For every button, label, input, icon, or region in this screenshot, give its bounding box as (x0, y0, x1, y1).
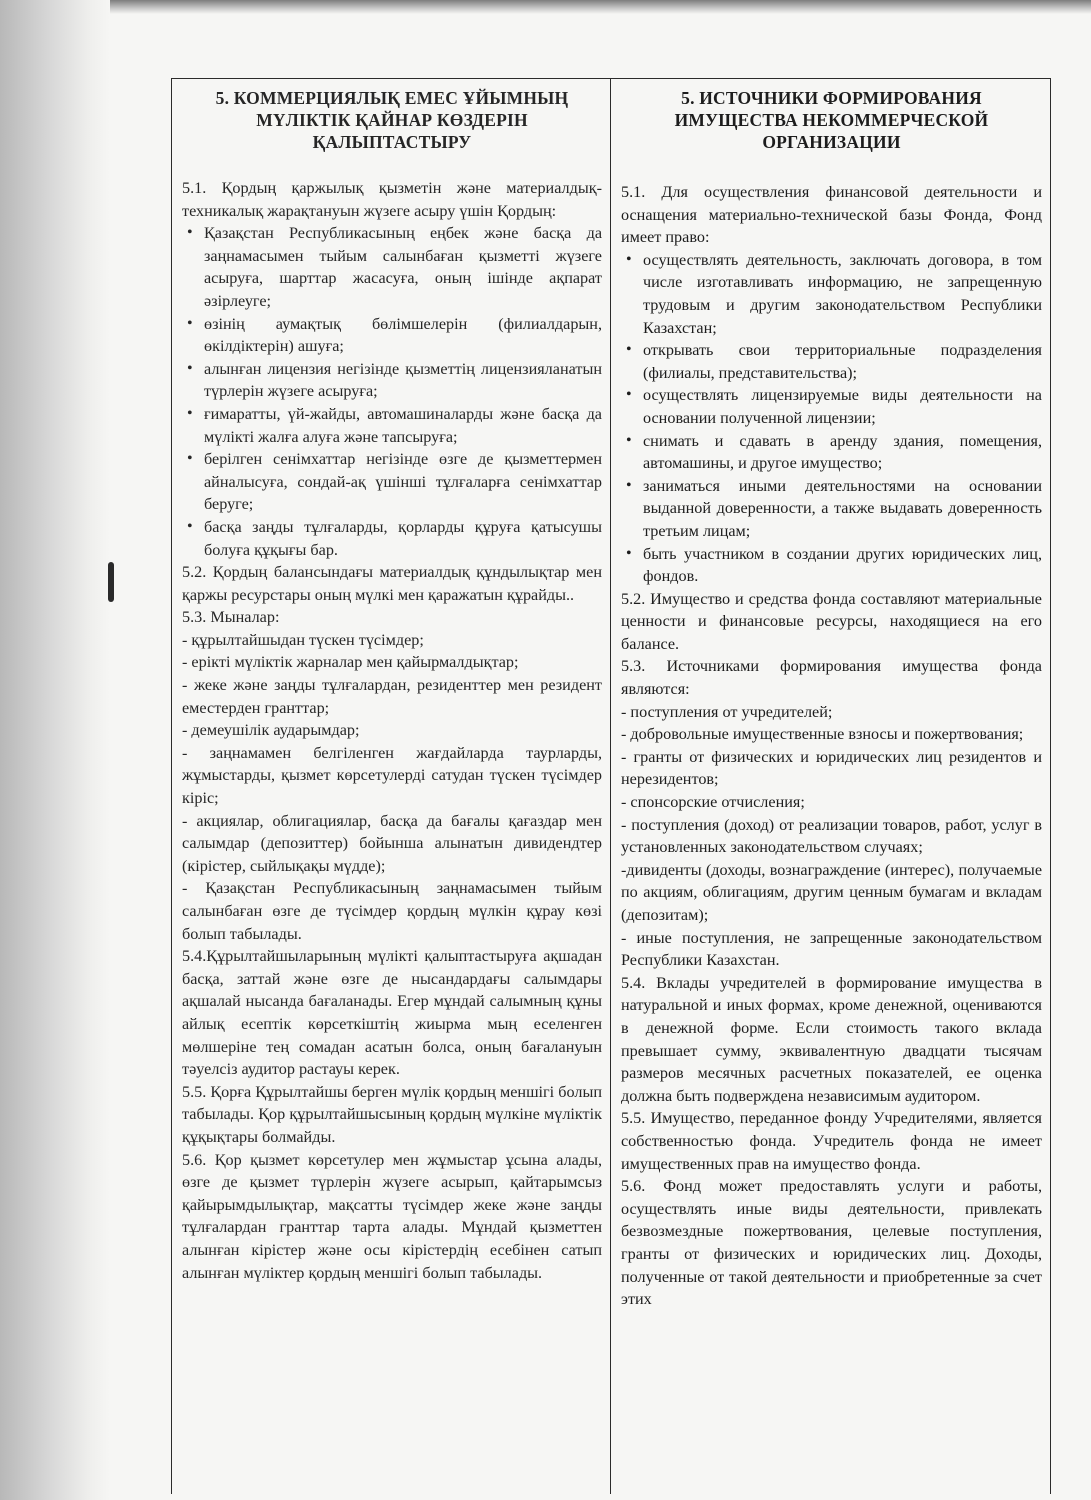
paragraph: 5.2. Имущество и средства фонда составляют материальные ценности и финансовые ресурсы, находящиеся на его балансе. (621, 589, 1042, 653)
list-item: • осуществлять лицензируемые виды деятельности на основании полученной лицензии; (643, 384, 1042, 429)
paragraph: - құрылтайшыдан түскен түсімдер; (182, 630, 424, 649)
russian-column (611, 79, 1050, 1494)
paragraph: - Қазақстан Республикасының заңнамасымен тыйым салынбаған өзге де түсімдер қордың мүлкін құрау көзі болып табылады. (182, 879, 602, 943)
list-item: • алынған лицензия негізінде қызметтің лицензияланатын түрлерін жүзеге асыруға; (204, 358, 602, 403)
paragraph: 5.6. Қор қызмет көрсетулер мен жұмыстар ұсына алады, өзге де қызмет түрлерін жүзеге асырып, қайтарымсыз қайырымдылықтар, мақсатты түсімдер жеке және заңды тұлғалардан гранттар тарта алады. Мұндай қызметтен алынған кірістер және осы кірістердің есебінен сатып алынған мүліктер қордың меншігі болып табылады. (182, 1150, 602, 1282)
scan-top-shadow (0, 0, 1091, 14)
paragraph: 5.5. Қорға Құрылтайшы берген мүлік қордың меншігі болып табылады. Қор құрылтайшысының қордың мүлкіне мүліктік құқықтары болмайды. (182, 1082, 602, 1146)
paragraph: 5.6. Фонд может предоставлять услуги и работы, осуществлять иные виды деятельности, привлекать безвозмездные пожертвования, целевые поступления, гранты от физических и юридических лиц. Доходы, полученные от такой деятельности и приобретенные за счет этих (621, 1177, 1042, 1309)
list-item: • ғимаратты, үй-жайды, автомашиналарды және басқа да мүлікті жалға алуға және тапсыруға; (204, 403, 602, 448)
list-item: • осуществлять деятельность, заключать договора, в том числе изготавливать информацию, не запрещенную трудовым и другим законодательством Республики Казахстан; (643, 249, 1042, 339)
russian-body (621, 181, 1042, 1311)
list-item: • өзінің аумақтық бөлімшелерін (филиалдарын, өкілдіктерін) ашуға; (204, 313, 602, 358)
list-item: • быть участником в создании других юридических лиц, фондов. (643, 543, 1042, 588)
paragraph: - заңнамамен белгіленген жағдайларда таурларды, жұмыстарды, қызмет көрсетулерді сатудан түскен түсімдер кіріс; (182, 743, 602, 808)
paragraph: - спонсорские отчисления; (621, 793, 805, 812)
paragraph: 5.2. Қордың балансындағы материалдық құндылықтар мен қаржы ресурстары оның мүлкі мен қаражатын құрайды.. (182, 563, 602, 604)
paragraph: 5.4.Құрылтайшыларының мүлікті қалыптастыруға ақшадан басқа, заттай және өзге де нысандардағы салымдары ақшалай нысанда бағаланады. Егер мұндай салымның құны айлық есептік көрсеткіштің жиырма мың еселенген мөлшеріне тең сомадан асатын болса, оның бағалануын тәуелсіз аудитор растауы керек. (182, 947, 602, 1079)
russian-rights-list (621, 249, 1042, 588)
list-item: • басқа заңды тұлғаларды, қорларды құруға қатысушы болуға құқығы бар. (204, 516, 602, 561)
list-item: • заниматься иными деятельностями на основании выданной доверенности, а также выдавать доверенность третьим лицам; (643, 475, 1042, 543)
paragraph: - добровольные имущественные взносы и пожертвования; (621, 725, 1024, 744)
russian-section-title: 5. ИСТОЧНИКИ ФОРМИРОВАНИЯ ИМУЩЕСТВА НЕКОММЕРЧЕСКОЙ ОРГАНИЗАЦИИ (674, 88, 989, 152)
kazakh-section-title: 5. КОММЕРЦИЯЛЫҚ ЕМЕС ҰЙЫМНЫҢ МҮЛІКТІК ҚАЙНАР КӨЗДЕРІН ҚАЛЫПТАСТЫРУ (215, 88, 569, 152)
kazakh-rights-list (182, 222, 602, 561)
paragraph: 5.3. Источниками формирования имущества фонда являются: (621, 657, 1042, 699)
paragraph: - гранты от физических и юридических лиц резидентов и нерезидентов; (621, 747, 1042, 789)
list-item: • Қазақстан Республикасының еңбек және басқа да заңнамасымен тыйым салынбаған қызметті жүзеге асыруға, шарттар жасасуға, оның ішінде ақпарат әзірлеуге; (204, 222, 602, 312)
paragraph: - демеушілік аударымдар; (182, 721, 360, 740)
paragraph: 5.3. Мыналар: (182, 608, 280, 627)
paragraph: 5.5. Имущество, переданное фонду Учредителями, является собственностью фонда. Учредитель фонда не имеет имущественных прав на имущество фонда. (621, 1109, 1042, 1173)
paragraph: - иные поступления, не запрещенные законодательством Республики Казахстан. (621, 928, 1042, 970)
paragraph: -дивиденты (доходы, вознаграждение (интерес), получаемые по акциям, облигациям, другим ценным бумагам и вкладам (депозитам); (621, 860, 1042, 924)
kazakh-column (172, 79, 611, 1494)
margin-ink-mark (108, 562, 114, 602)
kazakh-intro: 5.1. Қордың қаржылық қызметін және материалдық-техникалық жарақтануын жүзеге асыру үшін Қордың: (182, 179, 602, 220)
paragraph: - жеке және заңды тұлғалардан, резиденттер мен резидент еместерден гранттар; (182, 676, 602, 717)
list-item: • открывать свои территориальные подразделения (филиалы, представительства); (643, 339, 1042, 384)
list-item: • снимать и сдавать в аренду здания, помещения, автомашины, и другое имущество; (643, 430, 1042, 475)
paragraph: 5.4. Вклады учредителей в формирование имущества в натуральной и иных формах, кроме денежной, оцениваются в денежной форме. Если стоимость такого вклада превышает сумму, эквивалентную двадцати тысячам размеров месячных расчетных показателей, ее оценка должна быть подверждена независимым аудитором. (621, 973, 1042, 1105)
scan-binding-shadow (0, 0, 110, 1500)
paragraph: - ерікті мүліктік жарналар мен қайырмалдықтар; (182, 653, 519, 672)
paragraph: - поступления от учредителей; (621, 702, 833, 721)
kazakh-body (182, 177, 602, 1284)
bilingual-table (171, 78, 1051, 1494)
list-item: • берілген сенімхаттар негізінде өзге де қызметтермен айналысуға, сондай-ақ үшінші тұлғаларға сенімхаттар беруге; (204, 448, 602, 516)
paragraph: - акциялар, облигациялар, басқа да бағалы қағаздар мен салымдар (депозиттер) бойынша алынатын дивидендтер (кірістер, сыйлықақы мүдде); (182, 811, 602, 875)
russian-intro: 5.1. Для осуществления финансовой деятельности и оснащения материально-технической базы Фонда, Фонд имеет право: (621, 183, 1042, 247)
paragraph: - поступления (доход) от реализации товаров, работ, услуг в установленных законодательством случаях; (621, 815, 1042, 857)
